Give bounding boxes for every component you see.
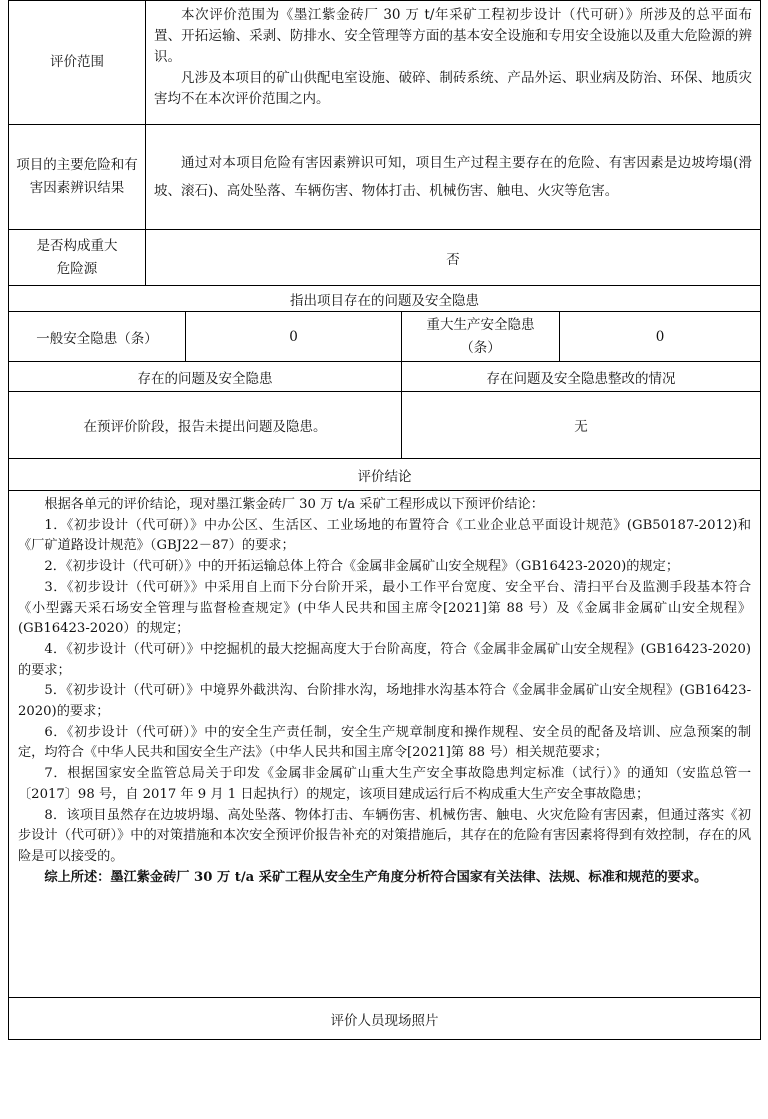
conclusion-paragraph: 8．该项目虽然存在边坡坍塌、高处坠落、物体打击、车辆伤害、机械伤害、触电、火灾危险有害因素，但通过落实《初步设计（代可研）》中的对策措施和本次安全预评价报告补充的对策措施后，其存在的危险有害因素将得到有效控制，存在的风险是可以接受的。 [18,807,752,864]
scope-paragraph: 凡涉及本项目的矿山供配电室设施、破碎、制砖系统、产品外运、职业病及防治、环保、地质灾害均不在本次评价范围之内。 [154,70,753,107]
conclusion-paragraph: 6．《初步设计（代可研）》中的安全生产责任制，安全生产规章制度和操作规程、安全员的配备及培训、应急预案的制定，均符合《中华人民共和国安全生产法》（中华人民共和国主席令[2021]第 88 号）相关规范要求； [18,724,752,761]
hazard-content [146,125,761,230]
conclusion-row [9,491,761,998]
issues-header-row [9,286,761,312]
conclusion-paragraph: 1．《初步设计（代可研）》中办公区、生活区、工业场地的布置符合《工业企业总平面设计规范》(GB50187-2012)和《厂矿道路设计规范》（GBJ22－87）的要求； [18,517,752,554]
evaluation-summary-table [8,0,761,1040]
conclusion-paragraph: 2．《初步设计（代可研）》中的开拓运输总体上符合《金属非金属矿山安全规程》（GB16423-2020)的规定； [44,559,680,575]
existing-issues-header: 存在的问题及安全隐患 [9,362,402,392]
hazard-row [9,125,761,230]
conclusion-content [9,491,761,998]
major-hazard-label: 是否构成重大危险源 [9,230,146,286]
major-hazard-row [9,230,761,286]
conclusion-summary: 综上所述：墨江紫金砖厂 30 万 t/a 采矿工程从安全生产角度分析符合国家有关法律、法规、标准和规范的要求。 [44,869,708,885]
general-hidden-danger-label: 一般安全隐患（条） [9,312,186,362]
hidden-danger-count-row [9,312,761,362]
conclusion-paragraph: 4．《初步设计（代可研）》中挖掘机的最大挖掘高度大于台阶高度，符合《金属非金属矿山安全规程》(GB16423-2020)的要求； [18,641,752,678]
scope-paragraph: 本次评价范围为《墨江紫金砖厂 30 万 t/年采矿工程初步设计（代可研）》所涉及的总平面布置、开拓运输、采剥、防排水、安全管理等方面的基本安全设施和专用安全设施以及重大危险源的辨识。 [154,7,753,65]
issue-column-header-row [9,362,761,392]
hazard-text: 通过对本项目危险有害因素辨识可知，项目生产过程主要存在的危险、有害因素是边坡垮塌(滑坡、滚石)、高处坠落、车辆伤害、物体打击、机械伤害、触电、火灾等危害。 [154,155,753,199]
rectification-header: 存在问题及安全隐患整改的情况 [402,362,761,392]
scope-label: 评价范围 [9,1,146,125]
major-hazard-value: 否 [146,230,761,286]
issue-value-row [9,392,761,459]
conclusion-paragraph: 根据各单元的评价结论，现对墨江紫金砖厂 30 万 t/a 采矿工程形成以下预评价结论： [44,497,544,512]
existing-issues-value: 在预评价阶段，报告未提出问题及隐患。 [9,392,402,459]
major-hidden-danger-label: 重大生产安全隐患（条） [402,312,560,362]
general-hidden-danger-value: 0 [186,312,402,362]
rectification-value: 无 [402,392,761,459]
conclusion-header: 评价结论 [9,459,761,491]
scope-content [146,1,761,125]
hazard-label: 项目的主要危险和有害因素辨识结果 [9,125,146,230]
conclusion-header-row [9,459,761,491]
major-hidden-danger-value: 0 [560,312,761,362]
conclusion-paragraph: 5．《初步设计（代可研）》中境界外截洪沟、台阶排水沟，场地排水沟基本符合《金属非金属矿山安全规程》(GB16423-2020)的要求； [18,683,752,720]
scope-row [9,1,761,125]
conclusion-paragraph: 7．根据国家安全监管总局关于印发《金属非金属矿山重大生产安全事故隐患判定标准（试行）》的通知（安监总管一〔2017〕98 号，自 2017 年 9 月 1 日起执行）的规定，该项目建成运行后不构成重大生产安全事故隐患； [18,766,752,802]
photos-header-row [9,998,761,1040]
photos-header: 评价人员现场照片 [9,998,761,1040]
issues-header: 指出项目存在的问题及安全隐患 [9,286,761,312]
conclusion-paragraph: 3．《初步设计（代可研》》中采用自上而下分台阶开采，最小工作平台宽度、安全平台、清扫平台及监测手段基本符合《小型露天采石场安全管理与监督检查规定》(中华人民共和国主席令[2021]第 88 号）及《金属非金属矿山安全规程》(GB16423-2020）的规定； [18,579,752,637]
